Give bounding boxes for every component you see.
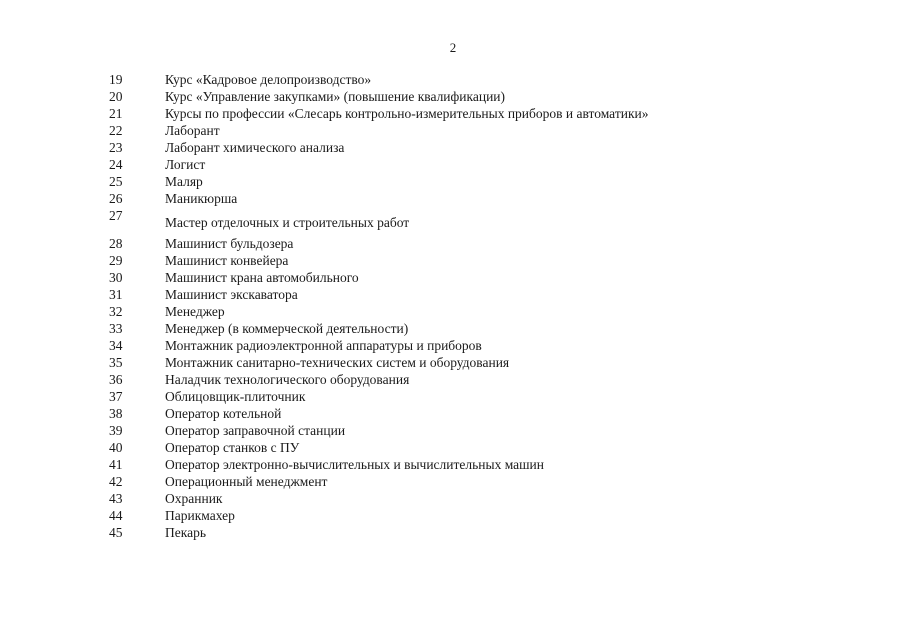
- list-row: [109, 88, 857, 105]
- list-row: [109, 122, 857, 139]
- row-number: 38: [109, 406, 123, 421]
- row-number: 35: [109, 355, 123, 370]
- profession-list: [109, 71, 857, 541]
- row-title: Менеджер: [165, 304, 225, 319]
- list-row: [109, 490, 857, 507]
- list-row: [109, 173, 857, 190]
- row-title: Пекарь: [165, 525, 206, 540]
- row-title: Оператор станков с ПУ: [165, 440, 300, 455]
- row-title: Мастер отделочных и строительных работ: [165, 215, 410, 230]
- row-number: 42: [109, 474, 123, 489]
- list-row: [109, 456, 857, 473]
- list-row: [109, 439, 857, 456]
- row-title: Облицовщик-плиточник: [165, 389, 306, 404]
- list-row: [109, 286, 857, 303]
- list-row: [109, 337, 857, 354]
- list-row: [109, 422, 857, 439]
- list-row: [109, 354, 857, 371]
- row-title: Монтажник радиоэлектронной аппаратуры и приборов: [165, 338, 482, 353]
- row-title: Оператор заправочной станции: [165, 423, 346, 438]
- row-number: 25: [109, 174, 123, 189]
- list-row: [109, 252, 857, 269]
- row-title: Курс «Управление закупками» (повышение квалификации): [165, 89, 506, 104]
- row-number: 39: [109, 423, 123, 438]
- list-row: [109, 207, 857, 235]
- row-number: 33: [109, 321, 123, 336]
- row-title: Маникюрша: [165, 191, 238, 206]
- row-number: 21: [109, 106, 123, 121]
- row-number: 40: [109, 440, 123, 455]
- list-row: [109, 524, 857, 541]
- row-title: Наладчик технологического оборудования: [165, 372, 410, 387]
- row-title: Машинист экскаватора: [165, 287, 298, 302]
- row-number: 27: [109, 208, 123, 223]
- row-title: Монтажник санитарно-технических систем и оборудования: [165, 355, 510, 370]
- row-title: Лаборант химического анализа: [165, 140, 345, 155]
- row-title: Лаборант: [165, 123, 220, 138]
- row-title: Парикмахер: [165, 508, 235, 523]
- row-number: 19: [109, 72, 123, 87]
- page-number: 2: [449, 40, 457, 55]
- row-number: 20: [109, 89, 123, 104]
- row-number: 43: [109, 491, 123, 506]
- row-title: Курс «Кадровое делопроизводство»: [165, 72, 372, 87]
- row-number: 22: [109, 123, 123, 138]
- row-number: 30: [109, 270, 123, 285]
- row-number: 41: [109, 457, 123, 472]
- row-title: Оператор котельной: [165, 406, 282, 421]
- list-row: [109, 156, 857, 173]
- row-number: 31: [109, 287, 123, 302]
- row-number: 23: [109, 140, 123, 155]
- row-number: 36: [109, 372, 123, 387]
- row-number: 29: [109, 253, 123, 268]
- list-row: [109, 269, 857, 286]
- list-row: [109, 71, 857, 88]
- list-row: [109, 105, 857, 122]
- list-row: [109, 405, 857, 422]
- list-row: [109, 303, 857, 320]
- row-number: 24: [109, 157, 123, 172]
- row-title: Менеджер (в коммерческой деятельности): [165, 321, 409, 336]
- row-title: Операционный менеджмент: [165, 474, 328, 489]
- row-title: Охранник: [165, 491, 223, 506]
- row-title: Машинист крана автомобильного: [165, 270, 359, 285]
- list-row: [109, 388, 857, 405]
- list-row: [109, 507, 857, 524]
- row-number: 26: [109, 191, 123, 206]
- row-title: Логист: [165, 157, 206, 172]
- row-number: 32: [109, 304, 123, 319]
- row-number: 44: [109, 508, 123, 523]
- row-number: 45: [109, 525, 123, 540]
- row-title: Оператор электронно-вычислительных и вычислительных машин: [165, 457, 544, 472]
- list-row: [109, 139, 857, 156]
- row-title: Машинист конвейера: [165, 253, 289, 268]
- list-row: [109, 371, 857, 388]
- row-number: 37: [109, 389, 123, 404]
- list-row: [109, 473, 857, 490]
- list-row: [109, 190, 857, 207]
- row-title: Маляр: [165, 174, 203, 189]
- list-row: [109, 320, 857, 337]
- row-title: Машинист бульдозера: [165, 236, 294, 251]
- row-title: Курсы по профессии «Слесарь контрольно-измерительных приборов и автоматики»: [165, 106, 649, 121]
- list-row: [109, 235, 857, 252]
- row-number: 34: [109, 338, 123, 353]
- row-number: 28: [109, 236, 123, 251]
